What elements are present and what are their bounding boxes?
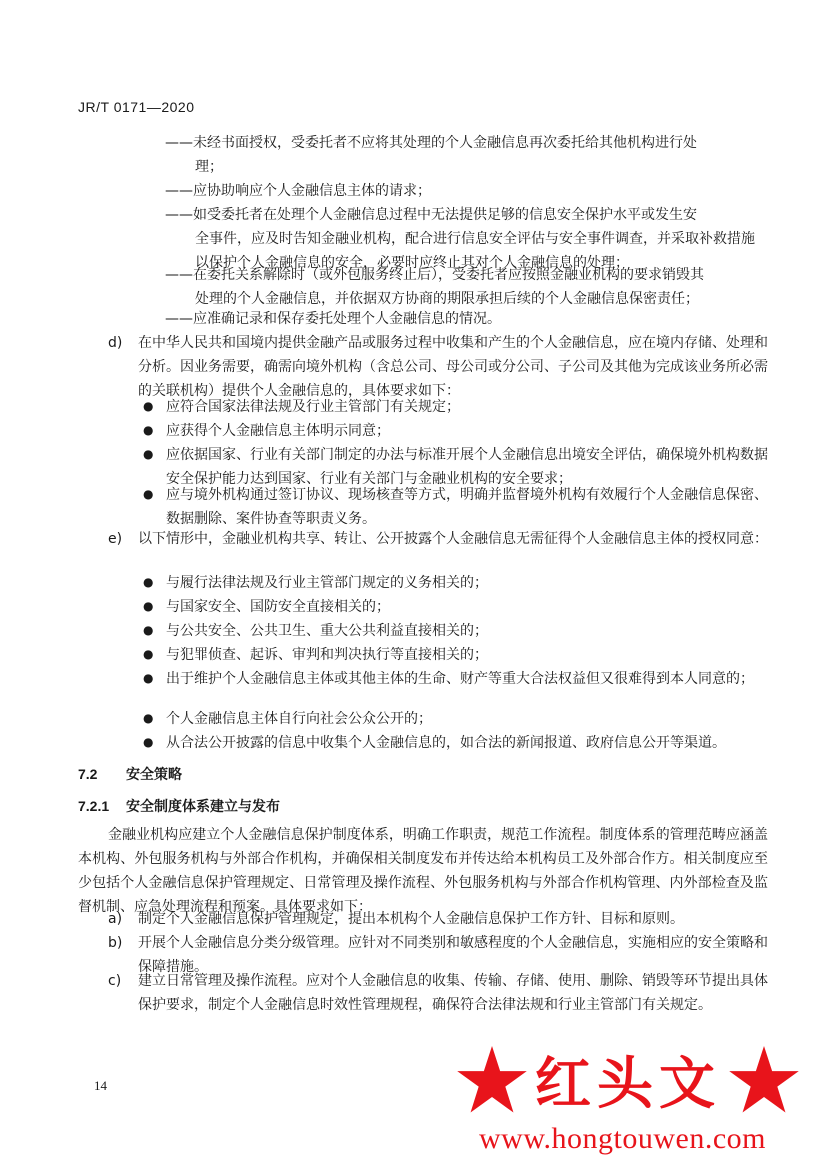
bullet-text: 与公共安全、公共卫生、重大公共利益直接相关的； [166, 623, 488, 639]
bullet-item [143, 595, 768, 619]
dash-item-text: ——应准确记录和保存委托处理个人金融信息的情况。 [165, 311, 501, 327]
bullet-icon: ● [143, 647, 154, 661]
list-item-e [108, 527, 768, 551]
bullet-icon: ● [143, 671, 154, 685]
section-title: 安全制度体系建立与发布 [126, 799, 280, 815]
list-item-text: 以下情形中，金融业机构共享、转让、公开披露个人金融信息无需征得个人金融信息主体的授权同意： [138, 531, 768, 547]
list-item-text: 制定个人金融信息保护管理规定，提出本机构个人金融信息保护工作方针、目标和原则。 [138, 911, 684, 927]
bullet-text: 与国家安全、国防安全直接相关的； [166, 599, 390, 615]
section-title: 安全策略 [126, 767, 182, 783]
dash-item [165, 263, 765, 311]
bullet-item [143, 667, 768, 691]
section-number: 7.2 [78, 766, 98, 782]
star-icon [727, 1043, 801, 1117]
bullet-item [143, 419, 768, 443]
dash-item-text: ——未经书面授权，受委托者不应将其处理的个人金融信息再次委托给其他机构进行处 [165, 135, 697, 151]
bullet-text: 个人金融信息主体自行向社会公众公开的； [166, 711, 432, 727]
bullet-text: 与犯罪侦查、起诉、审判和判决执行等直接相关的； [166, 647, 488, 663]
list-item-a [108, 907, 768, 931]
list-item-text: 在中华人民共和国境内提供金融产品或服务过程中收集和产生的个人金融信息，应在境内存储、处理和分析。因业务需要，确需向境外机构（含总公司、母公司或分公司、子公司及其他为完成该业务所必需的关联机构）提供个人金融信息的，具体要求如下： [138, 335, 768, 399]
bullet-item [143, 395, 768, 419]
bullet-item [143, 483, 768, 531]
page-number: 14 [94, 1078, 107, 1093]
list-marker: b) [108, 935, 123, 951]
bullet-icon: ● [143, 487, 154, 501]
dash-item [165, 131, 765, 179]
list-marker: a) [108, 911, 123, 927]
watermark-url: www.hongtouwen.com [479, 1122, 767, 1155]
bullet-icon: ● [143, 599, 154, 613]
bullet-text: 从合法公开披露的信息中收集个人金融信息的，如合法的新闻报道、政府信息公开等渠道。 [166, 735, 726, 751]
bullet-text: 应依据国家、行业有关部门制定的办法与标准开展个人金融信息出境安全评估，确保境外机构数据安全保护能力达到国家、行业有关部门与金融业机构的安全要求； [166, 447, 768, 487]
bullet-item [143, 619, 768, 643]
bullet-icon: ● [143, 711, 154, 725]
body-paragraph: 金融业机构应建立个人金融信息保护制度体系，明确工作职责，规范工作流程。制度体系的管理范畴应涵盖本机构、外包服务机构与外部合作机构，并确保相关制度发布并传达给本机构员工及外部合作方。相关制度应至少包括个人金融信息保护管理规定、日常管理及操作流程、外包服务机构与外部合作机构管理、内外部检查及监督机制、应急处理流程和预案。具体要求如下： [78, 827, 768, 915]
document-id: JR/T 0171—2020 [78, 99, 195, 115]
bullet-icon: ● [143, 735, 154, 749]
bullet-item [143, 707, 768, 731]
section-heading-7-2-1 [78, 796, 280, 816]
bullet-icon: ● [143, 399, 154, 413]
watermark-brand: 红头文 [535, 1051, 721, 1117]
bullet-text: 出于维护个人金融信息主体或其他主体的生命、财产等重大合法权益但又很难得到本人同意的； [166, 671, 754, 687]
dash-item-text: ——在委托关系解除时（或外包服务终止后），受委托者应按照金融业机构的要求销毁其 [165, 267, 704, 283]
star-icon [455, 1043, 529, 1117]
bullet-item [143, 571, 768, 595]
list-item-c [108, 969, 768, 1017]
bullet-icon: ● [143, 447, 154, 461]
list-marker: e) [108, 531, 123, 547]
list-item-d [108, 331, 768, 403]
bullet-item [143, 731, 768, 755]
bullet-text: 应获得个人金融信息主体明示同意； [166, 423, 390, 439]
list-marker: c) [108, 973, 122, 989]
list-marker: d) [108, 335, 123, 351]
list-item-text: 开展个人金融信息分类分级管理。应针对不同类别和敏感程度的个人金融信息，实施相应的安全策略和保障措施。 [138, 935, 768, 975]
dash-item-continuation: 理； [195, 159, 223, 175]
dash-item-continuation: 全事件，应及时告知金融业机构，配合进行信息安全评估与安全事件调查，并采取补救措施以保护个人金融信息的安全，必要时应终止其对个人金融信息的处理； [195, 231, 755, 271]
bullet-text: 应与境外机构通过签订协议、现场核查等方式，明确并监督境外机构有效履行个人金融信息保密、数据删除、案件协查等职责义务。 [166, 487, 768, 527]
dash-item [165, 179, 765, 203]
section-heading-7-2 [78, 764, 182, 784]
list-item-text: 建立日常管理及操作流程。应对个人金融信息的收集、传输、存储、使用、删除、销毁等环节提出具体保护要求，制定个人金融信息时效性管理规程，确保符合法律法规和行业主管部门有关规定。 [138, 973, 768, 1013]
bullet-icon: ● [143, 623, 154, 637]
watermark [455, 1040, 815, 1160]
dash-item-continuation: 处理的个人金融信息，并依据双方协商的期限承担后续的个人金融信息保密责任； [195, 291, 699, 307]
dash-item [165, 307, 765, 331]
bullet-text: 应符合国家法律法规及行业主管部门有关规定； [166, 399, 460, 415]
dash-item-text: ——如受委托者在处理个人金融信息过程中无法提供足够的信息安全保护水平或发生安 [165, 207, 697, 223]
section-number: 7.2.1 [78, 798, 110, 814]
bullet-text: 与履行法律法规及行业主管部门规定的义务相关的； [166, 575, 488, 591]
dash-item-text: ——应协助响应个人金融信息主体的请求； [165, 183, 431, 199]
bullet-icon: ● [143, 423, 154, 437]
bullet-item [143, 643, 768, 667]
bullet-icon: ● [143, 575, 154, 589]
